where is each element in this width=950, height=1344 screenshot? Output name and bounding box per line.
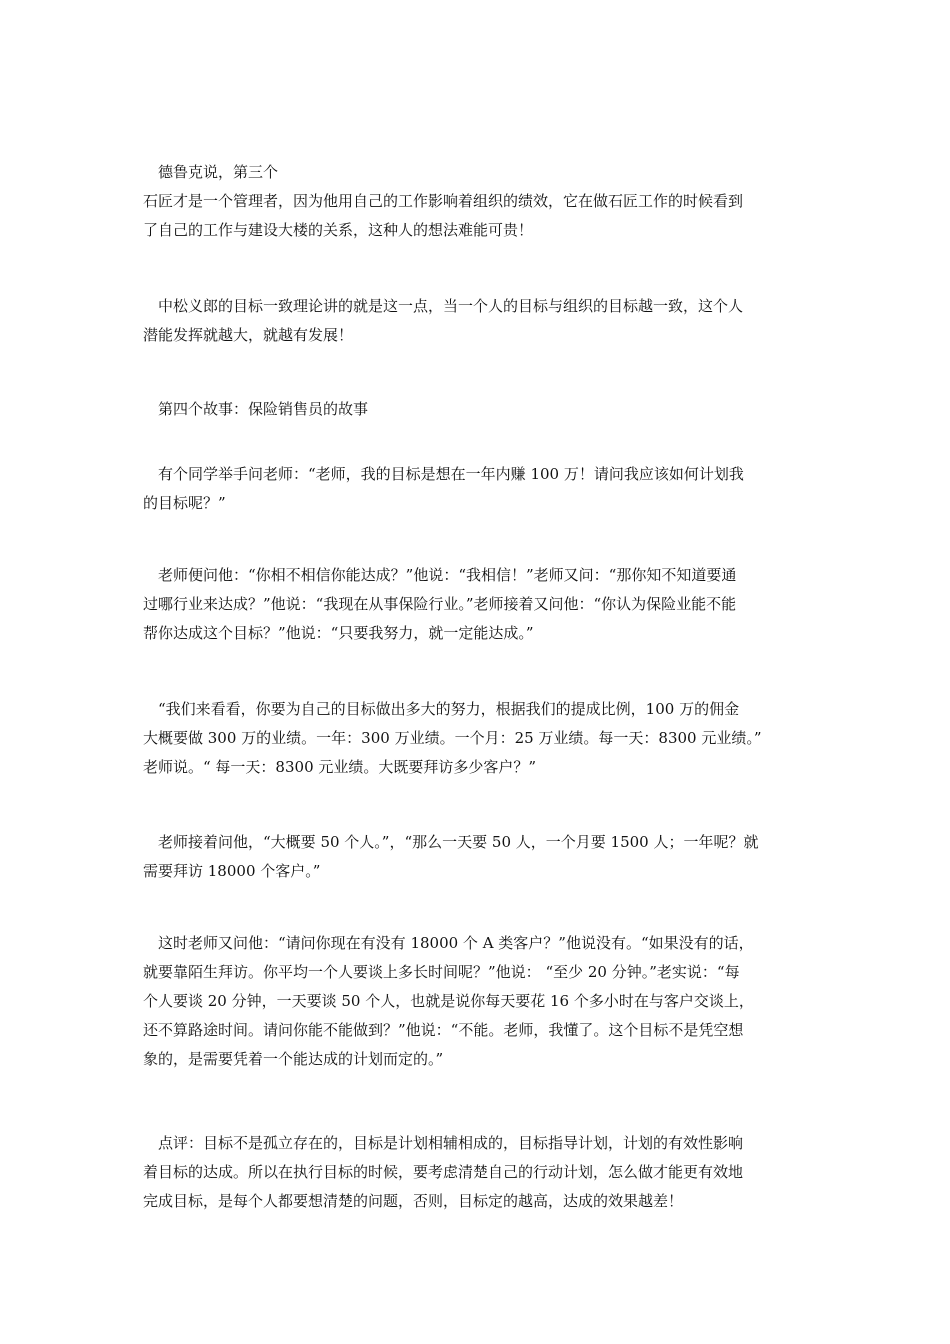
text-line: 象的，是需要凭着一个能达成的计划而定的。” bbox=[143, 1050, 444, 1068]
text-line: 着目标的达成。所以在执行目标的时候，要考虑清楚自己的行动计划，怎么做才能更有效地 bbox=[143, 1163, 744, 1181]
paragraph-fourth-story-heading bbox=[143, 395, 811, 424]
text-line: 就要靠陌生拜访。你平均一个人要谈上多长时间呢？”他说： “至少 20 分钟。”老实说：“每 bbox=[143, 963, 740, 981]
text-line: 了自己的工作与建设大楼的关系，这种人的想法难能可贵！ bbox=[143, 221, 534, 239]
text-line: 石匠才是一个管理者，因为他用自己的工作影响着组织的绩效，它在做石匠工作的时候看到 bbox=[143, 192, 744, 210]
text-line: “我们来看看，你要为自己的目标做出多大的努力，根据我们的提成比例，100 万的佣金 bbox=[143, 700, 740, 718]
text-line: 有个同学举手问老师：“老师，我的目标是想在一年内赚 100 万！请问我应该如何计划我 bbox=[143, 465, 744, 483]
text-line: 个人要谈 20 分钟，一天要谈 50 个人，也就是说你每天要花 16 个多小时在与客户交谈上， bbox=[143, 992, 754, 1010]
paragraph-teacher-asks bbox=[143, 561, 811, 648]
text-line: 老师便问他：“你相不相信你能达成？”他说：“我相信！”老师又问：“那你知不知道要通 bbox=[143, 566, 737, 584]
text-line: 需要拜访 18000 个客户。” bbox=[143, 862, 321, 880]
text-line: 帮你达成这个目标？”他说：“只要我努力，就一定能达成。” bbox=[143, 624, 534, 642]
text-line: 德鲁克说，第三个 bbox=[143, 163, 279, 181]
text-line: 大概要做 300 万的业绩。一年：300 万业绩。一个月：25 万业绩。每一天：8300 元业绩。” bbox=[143, 729, 762, 747]
text-line: 老师说。“ 每一天：8300 元业绩。大既要拜访多少客户？” bbox=[143, 758, 537, 776]
text-line: 这时老师又问他：“请问你现在有没有 18000 个 A 类客户？”他说没有。“如果没有的话， bbox=[143, 934, 754, 952]
text-line: 过哪行业来达成？”他说：“我现在从事保险行业。”老师接着又问他：“你认为保险业能不能 bbox=[143, 595, 737, 613]
paragraph-student-question bbox=[143, 460, 811, 518]
text-line: 还不算路途时间。请问你能不能做到？”他说：“不能。老师，我懂了。这个目标不是凭空想 bbox=[143, 1021, 744, 1039]
text-line: 的目标呢？” bbox=[143, 494, 226, 512]
paragraph-goal-alignment-theory bbox=[143, 292, 811, 350]
text-line: 第四个故事：保险销售员的故事 bbox=[143, 400, 369, 418]
paragraph-druck-stonemason bbox=[143, 158, 811, 245]
paragraph-commentary bbox=[143, 1129, 811, 1216]
text-line: 老师接着问他，“大概要 50 个人。”，“那么一天要 50 人，一个月要 1500 人；一年呢？就 bbox=[143, 833, 759, 851]
paragraph-effort-calculation bbox=[143, 695, 811, 782]
text-line: 完成目标，是每个人都要想清楚的问题，否则，目标定的越高，达成的效果越差！ bbox=[143, 1192, 684, 1210]
paragraph-client-count bbox=[143, 828, 811, 886]
text-line: 点评：目标不是孤立存在的，目标是计划相辅相成的，目标指导计划，计划的有效性影响 bbox=[143, 1134, 744, 1152]
paragraph-cold-visits bbox=[143, 929, 811, 1074]
text-line: 潜能发挥就越大，就越有发展！ bbox=[143, 326, 354, 344]
text-line: 中松义郎的目标一致理论讲的就是这一点，当一个人的目标与组织的目标越一致，这个人 bbox=[143, 297, 744, 315]
